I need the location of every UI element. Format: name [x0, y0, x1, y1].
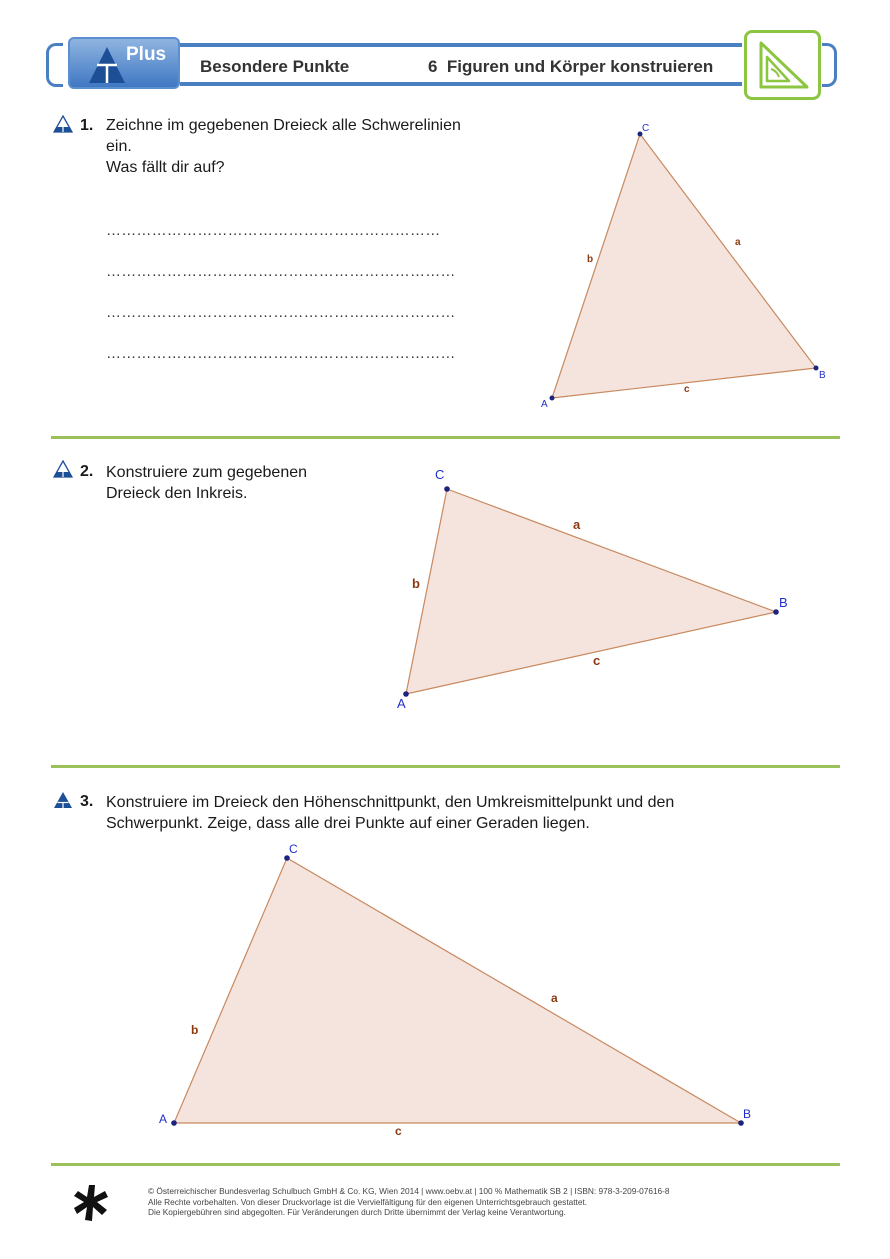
- task2-line: Dreieck den Inkreis.: [106, 485, 248, 502]
- task1-line: Was fällt dir auf?: [106, 159, 225, 176]
- side-label-b: b: [587, 254, 594, 265]
- answer-line[interactable]: …………………………………………………………: [106, 222, 441, 239]
- footer-copyright: [148, 1186, 670, 1218]
- side-label-a: a: [735, 237, 741, 248]
- side-label-b: b: [412, 576, 420, 591]
- side-label-a: a: [551, 991, 558, 1005]
- logo-text: Plus: [126, 44, 167, 65]
- vertex-label-a: A: [159, 1112, 168, 1126]
- vertex-label-b: B: [819, 370, 826, 381]
- footer-line: Die Kopiergebühren sind abgegolten. Für Veränderungen durch Dritte übernimmt der Verlag keine Verantwortung.: [148, 1207, 566, 1217]
- separator: [51, 1163, 840, 1166]
- footer-line: Alle Rechte vorbehalten. Von dieser Druckvorlage ist die Vervielfältigung für den eigenen Unterrichtsgebrauch gestattet.: [148, 1196, 588, 1207]
- task3-number: 3.: [80, 793, 94, 810]
- task2-number: 2.: [80, 463, 94, 480]
- vertex-point-b: [738, 1120, 744, 1126]
- answer-line[interactable]: ……………………………………………………………: [106, 345, 456, 362]
- vertex-point-a: [171, 1120, 177, 1126]
- topic-title: Besondere Punkte: [200, 57, 350, 76]
- task3-line: Schwerpunkt. Zeige, dass alle drei Punkte auf einer Geraden liegen.: [106, 815, 590, 832]
- footer-line: © Österreichischer Bundesverlag Schulbuch GmbH & Co. KG, Wien 2014 | www.oebv.at | 100 % Mathematik SB 2 | ISBN: 978-3-209-07616-8: [148, 1186, 670, 1196]
- task3-line: Konstruiere im Dreieck den Höhenschnittpunkt, den Umkreismittelpunkt und den: [106, 794, 675, 811]
- vertex-point-c: [284, 855, 290, 861]
- vertex-label-c: C: [642, 123, 650, 134]
- publisher-logo-icon: [72, 1183, 110, 1223]
- vertex-label-c: C: [289, 842, 298, 856]
- vertex-label-b: B: [779, 595, 788, 610]
- side-label-c: c: [593, 653, 601, 668]
- task1-line: ein.: [106, 138, 132, 155]
- vertex-label-a: A: [397, 696, 406, 711]
- triangle-shape: [174, 858, 741, 1123]
- vertex-label-a: A: [541, 399, 548, 410]
- answer-line[interactable]: ……………………………………………………………: [106, 263, 456, 280]
- side-label-c: c: [395, 1124, 402, 1138]
- vertex-label-c: C: [435, 467, 445, 482]
- task1-line: Zeichne im gegebenen Dreieck alle Schwerelinien: [106, 117, 461, 134]
- chapter-title: 6 Figuren und Körper konstruieren: [428, 57, 714, 76]
- side-label-c: c: [684, 384, 690, 395]
- task1-number: 1.: [80, 117, 94, 134]
- side-label-a: a: [573, 517, 581, 532]
- vertex-label-b: B: [743, 1107, 752, 1121]
- answer-line[interactable]: ……………………………………………………………: [106, 304, 456, 321]
- task2-line: Konstruiere zum gegebenen: [106, 464, 308, 481]
- side-label-b: b: [191, 1023, 199, 1037]
